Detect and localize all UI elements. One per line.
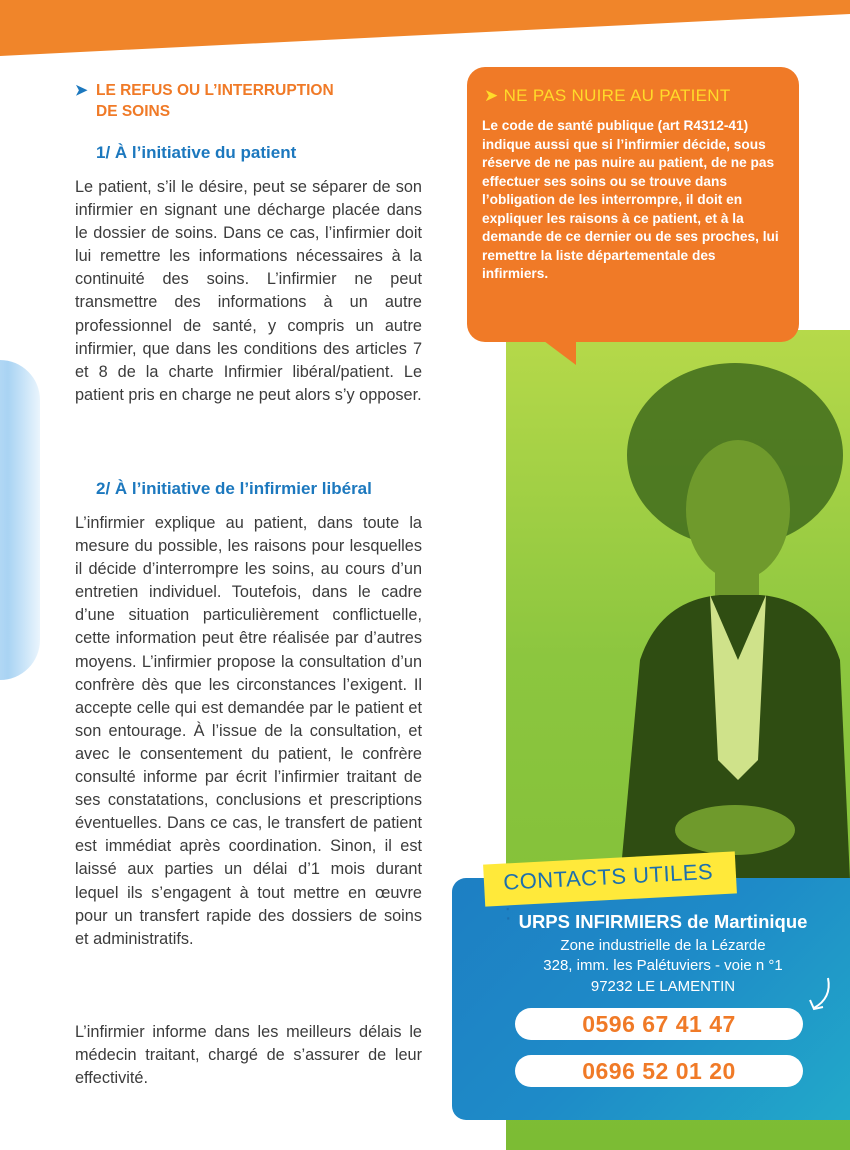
chevron-right-icon: ➤ [75, 82, 88, 99]
paragraph-informe: L’infirmier informe dans les meilleurs délais le médecin traitant, chargé de s’assurer de leur effectivité. [75, 1023, 422, 1088]
address-line-3: 97232 LE LAMENTIN [590, 978, 736, 995]
curved-arrow-icon [806, 976, 836, 1014]
phone-number-2[interactable]: 0696 52 01 20 [515, 1055, 803, 1087]
bubble-text: Le code de santé publique (art R4312-41) indique aussi que si l’infirmier décide, sous réserve de ne pas nuire au patient, de ne pas effectuer ses soins ou se trouve dans l’obligation de les interrompre, il doit en expliquer les raisons à ce patient, et à la demande de ce dernier ou de ses proches, lui remettre la liste départementale des infirmiers. [482, 118, 779, 281]
top-orange-band [0, 0, 850, 56]
paragraph-infirmier: L’infirmier explique au patient, dans toute la mesure du possible, les raisons pour lesquelles il décide d’interrompre les soins, au cours d’un entretien individuel. Toutefois, dans le cadre d’une situation particulièrement conflictuelle, cette information peut être réalisée par d’autres moyens. L’infirmier propose la consultation d’un confrère dès que les circonstances l’exigent. Il accepte celle qui est demandée par le patient et son entourage. À l’issue de la consultation, et avec le consentement du patient, le confrère consulté informe par écrit l’infirmier traitant de ses constatations, conclusions et prescriptions éventuelles. Dans ce cas, le transfert de patient est immédiat après coordination. Sinon, il est laissé aux parties un délai d’1 mois durant lequel ils s’engagent à tout mettre en œuvre pour un transfert rapide des dossiers de soins et administratifs. [75, 514, 422, 948]
subheading-infirmier: 2/ À l’initiative de l’infirmier libéral [96, 479, 372, 498]
section-heading [75, 80, 405, 122]
section-heading-line1: LE REFUS OU L’INTERRUPTION [96, 82, 334, 99]
phone-number-1[interactable]: 0596 67 41 47 [515, 1008, 803, 1040]
bubble-title [484, 85, 784, 107]
paragraph-patient: Le patient, s’il le désire, peut se séparer de son infirmier en signant une décharge placée dans le dossier de soins. Dans ce cas, l’infirmier doit lui remettre les informations nécessaires à la continuité des soins. L’infirmier ne peut transmettre des informations à un autre professionnel de santé, y compris un autre infirmier, que dans les conditions des articles 7 et 8 de la charte Infirmier libéral/patient. Le patient pris en charge ne peut alors s’y opposer. [75, 178, 422, 404]
left-edge-photo [0, 360, 40, 680]
org-name: URPS INFIRMIERS de Martinique [518, 911, 808, 932]
subheading-patient: 1/ À l’initiative du patient [96, 143, 297, 162]
contacts-tag-label: CONTACTS UTILES : [502, 858, 714, 925]
address-line-2: 328, imm. les Palétuviers - voie n °1 [543, 957, 783, 974]
bubble-title-text: NE PAS NUIRE AU PATIENT [503, 86, 731, 105]
address-line-1: Zone industrielle de la Lézarde [560, 937, 766, 954]
nurse-photo [620, 360, 850, 880]
section-heading-line2: DE SOINS [96, 103, 171, 120]
chevron-right-icon: ➤ [484, 86, 499, 105]
